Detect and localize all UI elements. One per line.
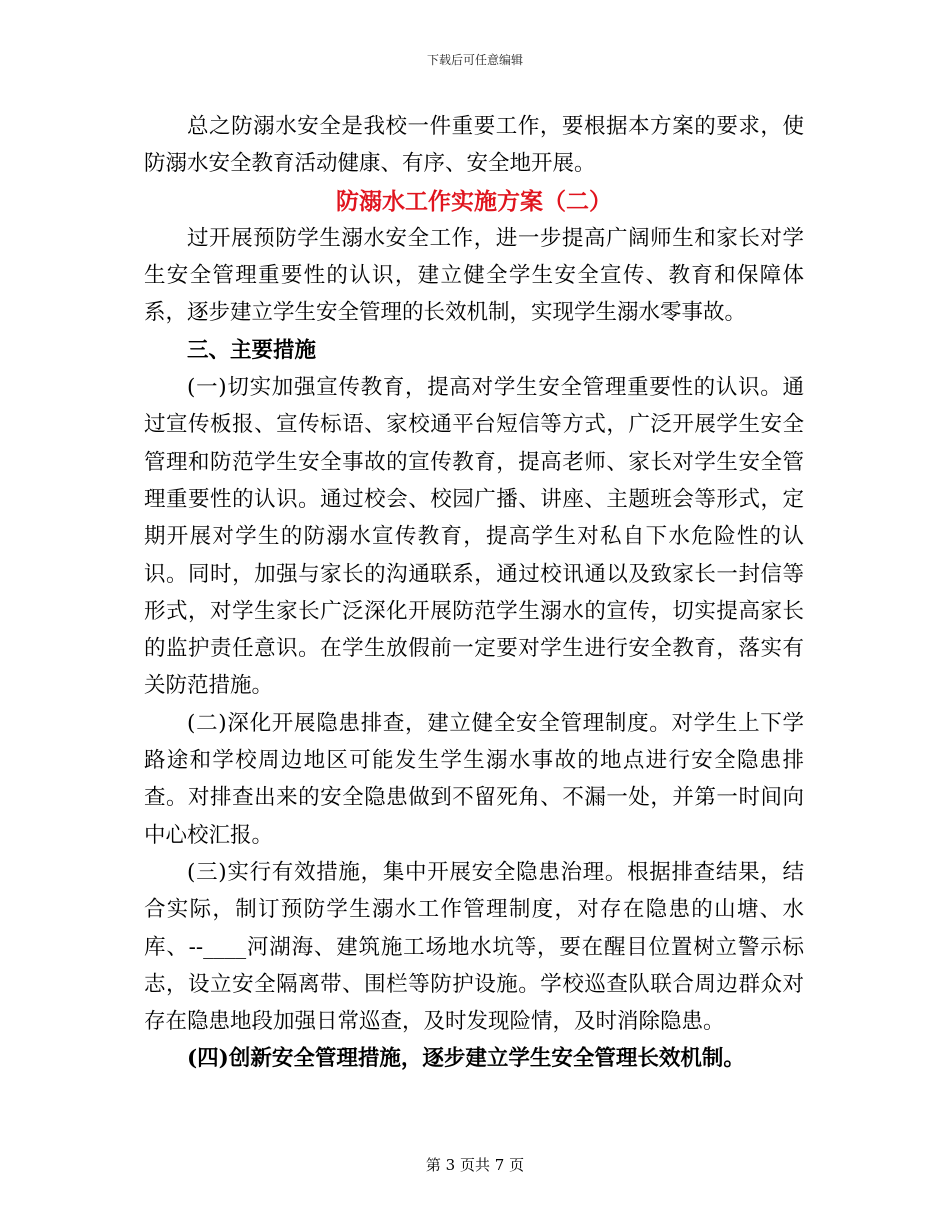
page-number: 第 3 页共 7 页: [425, 1156, 525, 1174]
measure-2-paragraph: (二)深化开展隐患排查，建立健全安全管理制度。对学生上下学路途和学校周边地区可能发生学生溺水事故的地点进行安全隐患排查。对排查出来的安全隐患做到不留死角、不漏一处，并第一时间向中心校汇报。: [144, 710, 804, 848]
intro-paragraph: 总之防溺水安全是我校一件重要工作，要根据本方案的要求，使防溺水安全教育活动健康、有序、安全地开展。: [144, 114, 804, 177]
document-body: [144, 108, 804, 1078]
page-header: 下载后可任意编辑: [426, 53, 523, 67]
paragraph-purpose: 过开展预防学生溺水安全工作，进一步提高广阔师生和家长对学生安全管理重要性的认识，建立健全学生安全宣传、教育和保障体系，逐步建立学生安全管理的长效机制，实现学生溺水零事故。: [144, 225, 804, 326]
measure-3-paragraph: (三)实行有效措施，集中开展安全隐患治理。根据排查结果，结合实际，制订预防学生溺水工作管理制度，对存在隐患的山塘、水库、--____河湖海、建筑施工场地水坑等，要在醒目位置树立警示标志，设立安全隔离带、围栏等防护设施。学校巡查队联合周边群众对存在隐患地段加强日常巡查，及时发现险情，及时消除隐患。: [144, 859, 804, 1035]
document-title: 防溺水工作实施方案（二）: [336, 187, 612, 215]
section-heading: 三、主要措施: [187, 337, 317, 363]
measure-1-paragraph: (一)切实加强宣传教育，提高对学生安全管理重要性的认识。通过宣传板报、宣传标语、家校通平台短信等方式，广泛开展学生安全管理和防范学生安全事故的宣传教育，提高老师、家长对学生安全管理重要性的认识。通过校会、校园广播、讲座、主题班会等形式，定期开展对学生的防溺水宣传教育，提高学生对私自下水危险性的认识。同时，加强与家长的沟通联系，通过校讯通以及致家长一封信等形式，对学生家长广泛深化开展防范学生溺水的宣传，切实提高家长的监护责任意识。在学生放假前一定要对学生进行安全教育，落实有关防范措施。: [144, 375, 804, 699]
measure-4-heading: (四)创新安全管理措施，逐步建立学生安全管理长效机制。: [187, 1046, 745, 1072]
